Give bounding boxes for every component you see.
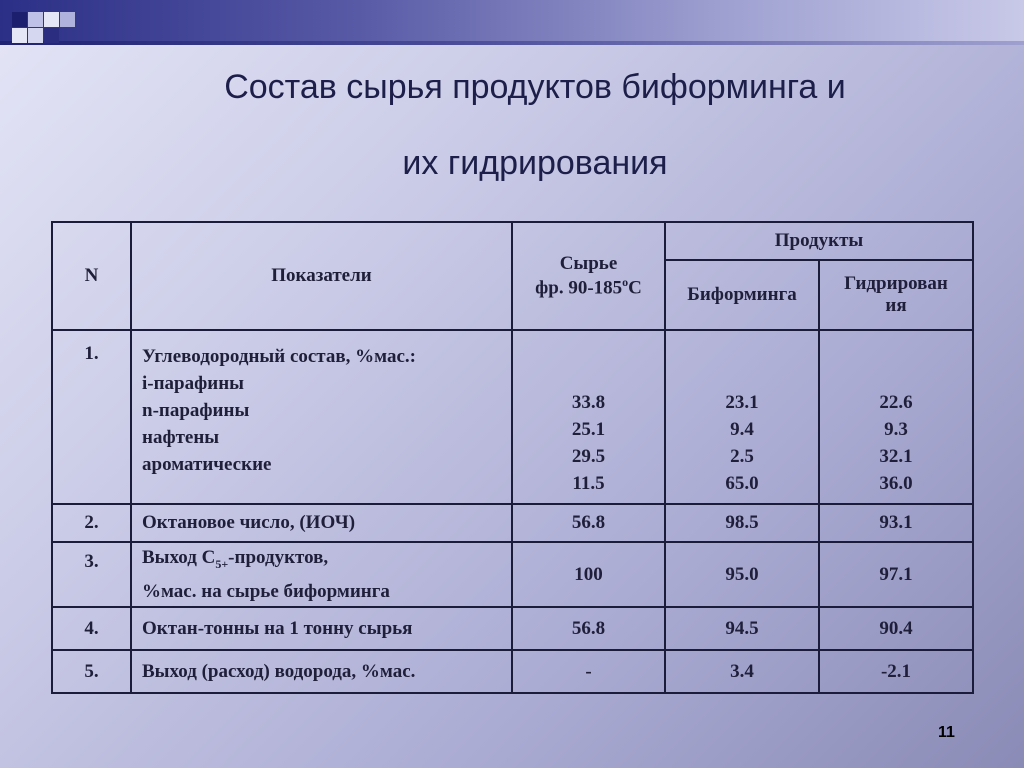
hydrogenation-value: 93.1 (819, 504, 973, 542)
hydrogenation-value: 97.1 (819, 542, 973, 607)
row-number: 3. (52, 542, 131, 607)
col-header-biforming: Биформинга (665, 260, 819, 330)
feed-header-line2: фр. $90-185^оС$ (535, 274, 642, 299)
col-header-indicators: Показатели (131, 222, 512, 330)
table-row (52, 607, 973, 650)
hydrogenation-value: 90.4 (819, 607, 973, 650)
row-label: Углеводородный состав, %мас.: i-парафины n-парафины нафтены ароматические (131, 330, 512, 504)
feed-header-line1: Сырье (559, 252, 618, 274)
decor-square (44, 12, 59, 27)
biforming-value: 98.5 (665, 504, 819, 542)
row-label: Октановое число, (ИОЧ) (131, 504, 512, 542)
hydrogenation-values: 22.6 9.3 32.1 36.0 (819, 330, 973, 504)
decor-square (12, 12, 27, 27)
decor-square (28, 28, 43, 43)
col-header-feed (512, 222, 665, 330)
feed-value: - (512, 650, 665, 693)
top-banner (0, 0, 1024, 41)
table-row (52, 542, 973, 607)
col-header-n: N (52, 222, 131, 330)
table-row (52, 330, 973, 504)
biforming-value: 3.4 (665, 650, 819, 693)
biforming-values: 23.1 9.4 2.5 65.0 (665, 330, 819, 504)
composition-table (51, 221, 974, 694)
biforming-value: 95.0 (665, 542, 819, 607)
hydrogenation-value: -2.1 (819, 650, 973, 693)
row-label: Выход (расход) водорода, %мас. (131, 650, 512, 693)
feed-values: 33.8 25.1 29.5 11.5 (512, 330, 665, 504)
table-row (52, 504, 973, 542)
biforming-value: 94.5 (665, 607, 819, 650)
page-number: 11 (938, 724, 955, 741)
decor-square (44, 28, 59, 43)
slide-title-line2: их гидрирования (402, 144, 668, 182)
decor-square (12, 28, 27, 43)
feed-value: 56.8 (512, 607, 665, 650)
row-number: 5. (52, 650, 131, 693)
row-label: Октан-тонны на 1 тонну сырья (131, 607, 512, 650)
row-number: 1. (52, 330, 131, 504)
col-header-products: Продукты (665, 222, 973, 260)
top-banner-rule (0, 41, 1024, 45)
row-label: Выход $С_{5+}$-продуктов, %мас. на сырье биформинга (131, 542, 512, 607)
table-row (52, 650, 973, 693)
feed-value: 100 (512, 542, 665, 607)
row-number: 2. (52, 504, 131, 542)
feed-value: 56.8 (512, 504, 665, 542)
slide-title-line1: Состав сырья продуктов биформинга и (224, 68, 846, 106)
col-header-hydrogenation: Гидрирован ия (819, 260, 973, 330)
table-header-row (52, 222, 973, 260)
row-number: 4. (52, 607, 131, 650)
decor-square (60, 12, 75, 27)
decor-square (28, 12, 43, 27)
